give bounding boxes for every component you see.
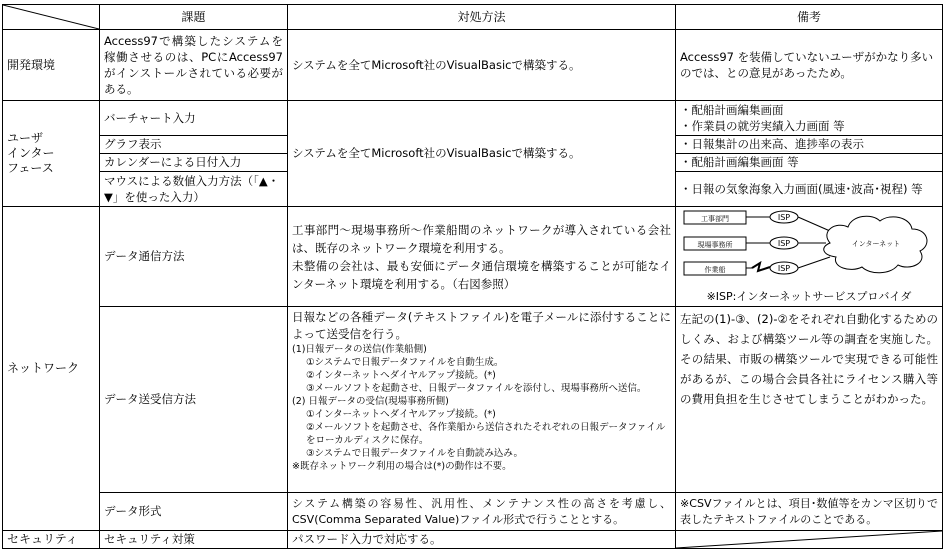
category-ui-line-2: インター <box>7 146 55 160</box>
isp-label-1: ISP <box>777 213 791 222</box>
note-ui-1-line-1: ・配船計画編集画面 <box>680 103 784 117</box>
network-diagram-caption: ※ISP:インターネットサービスプロバイダ <box>706 290 912 303</box>
row-ui-1 <box>3 101 943 136</box>
node-label-1: 工事部門 <box>701 215 729 223</box>
issue-ui-mouse: マウスによる数値入力方法（「▲・▼」を使った入力） <box>100 172 288 207</box>
header-solution: 対処方法 <box>288 5 676 30</box>
note-net-comm <box>676 207 943 307</box>
send-footnote: ※既存ネットワーク利用の場合は(*)の動作は不要。 <box>292 461 512 472</box>
issue-security: セキュリティ対策 <box>100 531 288 549</box>
isp-link-1 <box>798 217 830 231</box>
row-security <box>3 531 943 549</box>
node-label-2: 現場事務所 <box>697 241 733 249</box>
send-intro: 日報などの各種データ(テキストファイル)を電子メールに添付することによって送受信を行う。 <box>292 310 671 341</box>
solution-net-send <box>288 307 676 493</box>
category-ui-line-1: ユーザ <box>7 131 44 145</box>
send-s2-item-1: ①インターネットへダイヤルアップ接続。(*) <box>306 409 496 420</box>
header-note: 備考 <box>676 5 943 30</box>
wireless-bolt-icon <box>752 263 770 271</box>
issue-ui-barchart: バーチャート入力 <box>100 101 288 136</box>
solution-security: パスワード入力で対応する。 <box>288 531 676 549</box>
network-diagram-svg <box>680 209 938 287</box>
isp-label-2: ISP <box>777 239 791 248</box>
isp-label-3: ISP <box>777 264 791 273</box>
node-label-3: 作業船 <box>704 266 726 274</box>
send-s1-item-2: ②インターネットへダイヤルアップ接続。(*) <box>306 370 496 381</box>
header-issue: 課題 <box>100 5 288 30</box>
header-row <box>3 5 943 30</box>
header-corner-cell <box>3 5 100 30</box>
send-s1-item-3: ③メールソフトを起動させ、日報データファイルを添付し、現場事務所へ送信。 <box>306 383 647 394</box>
note-net-send: 左記の(1)-③、(2)-②をそれぞれ自動化するためのしくみ、および構築ツール等の調査を実施した。その結果、市販の構築ツールで実現できる可能性があるが、この場合会員各社にライセンス購入等の費用負担を生じさせてしまうことがわかった。 <box>676 307 943 493</box>
issue-ui-graph: グラフ表示 <box>100 136 288 154</box>
solution-net-comm-line-2: 未整備の会社は、最も安価にデータ通信環境を構築することが可能なインターネット環境を利用する。（右図参照） <box>292 258 671 291</box>
note-ui-2: ・日報集計の出来高、進捗率の表示 <box>676 136 943 154</box>
note-dev-env: Access97 を装備していないユーザがかなり多いのでは、との意見があったため。 <box>676 30 943 101</box>
note-ui-1-line-2: ・作業員の就労実績入力画面 等 <box>680 119 845 133</box>
send-s2-title: (2) 日報データの受信(現場事務所側) <box>292 396 449 407</box>
category-network: ネットワーク <box>3 207 100 531</box>
category-dev-env: 開発環境 <box>3 30 100 101</box>
send-s1-title: (1)日報データの送信(作業船側) <box>292 344 427 355</box>
note-ui-3: ・配船計画編集画面 等 <box>676 154 943 172</box>
solution-ui: システムを全てMicrosoft社のVisualBasicで構築する。 <box>288 101 676 207</box>
note-ui-4: ・日報の気象海象入力画面(風速･波高･視程) 等 <box>676 172 943 207</box>
row-net-comm <box>3 207 943 307</box>
cloud-label: インターネット <box>851 240 901 248</box>
issue-dev-env: Access97で構築したシステムを稼働させるのは、PCにAccess97がインストールされている必要がある。 <box>100 30 288 101</box>
solution-net-comm-line-1: 工事部門～現場事務所～作業船間のネットワークが導入されている会社は、既存のネットワーク環境を利用する。 <box>292 222 671 255</box>
category-security: セキュリティ <box>3 531 100 549</box>
solution-net-format: システム構築の容易性、汎用性、メンテナンス性の高さを考慮し、CSV(Comma Separated Value)ファイル形式で行うこととする。 <box>288 493 676 531</box>
send-s2-item-2: ②メールソフトを起動させ、各作業船から送信されたそれぞれの日報データファイルをローカルディスクに保存。 <box>306 422 666 446</box>
issue-ui-calendar: カレンダーによる日付入力 <box>100 154 288 172</box>
row-net-format <box>3 493 943 531</box>
issues-table <box>2 4 943 549</box>
solution-dev-env: システムを全てMicrosoft社のVisualBasicで構築する。 <box>288 30 676 101</box>
row-dev-env <box>3 30 943 101</box>
send-s1-item-1: ①システムで日報データファイルを自動生成。 <box>306 357 504 368</box>
send-s2-item-3: ③システムで日報データファイルを自動読み込み。 <box>306 448 523 459</box>
issue-net-send: データ送受信方法 <box>100 307 288 493</box>
network-diagram <box>680 209 938 287</box>
note-security-empty <box>676 531 943 549</box>
category-ui <box>3 101 100 207</box>
issue-net-format: データ形式 <box>100 493 288 531</box>
isp-link-3 <box>798 257 830 268</box>
row-net-send <box>3 307 943 493</box>
issue-net-comm: データ通信方法 <box>100 207 288 307</box>
note-net-format: ※CSVファイルとは、項目･数値等をカンマ区切りで表したテキストファイルのことである。 <box>676 493 943 531</box>
note-ui-1 <box>676 101 943 136</box>
category-ui-line-3: フェース <box>7 161 54 175</box>
solution-net-comm <box>288 207 676 307</box>
